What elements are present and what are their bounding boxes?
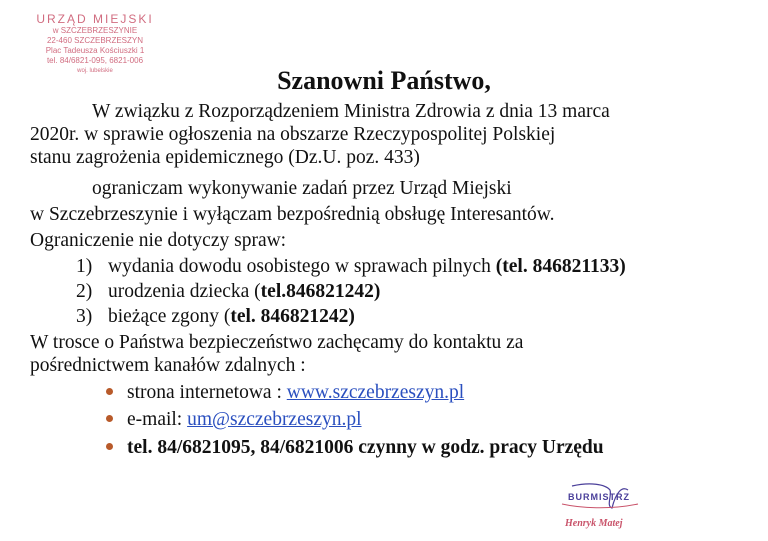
exception-item <box>76 255 626 278</box>
exception-tel: tel.846821242) <box>260 281 381 302</box>
exception-number: 1) <box>76 256 93 277</box>
stamp-line: 22-460 SZCZEBRZESZYN <box>46 36 144 45</box>
exception-tel: tel. 846821242) <box>230 306 355 327</box>
email-link[interactable]: um@szczebrzeszyn.pl <box>187 409 362 430</box>
exception-tel: (tel. 846821133) <box>495 256 626 277</box>
paragraph-line: stanu zagrożenia epidemicznego (Dz.U. poz. 433) <box>30 147 420 168</box>
paragraph-line: pośrednictwem kanałów zdalnych : <box>30 355 306 376</box>
bullet-icon <box>106 388 113 395</box>
contact-label: e-mail: <box>127 409 188 430</box>
exception-number: 3) <box>76 306 93 327</box>
exception-item <box>76 305 355 328</box>
contact-label: strona internetowa : <box>127 382 287 403</box>
exception-text: wydania dowodu osobistego w sprawach pilnych <box>108 256 496 277</box>
website-link[interactable]: www.szczebrzeszyn.pl <box>286 382 465 403</box>
contact-item <box>106 381 464 404</box>
stamp-line: tel. 84/6821-095, 6821-006 <box>46 56 144 65</box>
paragraph-line: w Szczebrzeszynie i wyłączam bezpośrednią obsługę Interesantów. <box>30 204 555 225</box>
stamp-line: woj. lubelskie <box>77 68 113 74</box>
contact-phone: tel. 84/6821095, 84/6821006 czynny w godz. pracy Urzędu <box>127 437 604 458</box>
exception-text: bieżące zgony ( <box>108 306 231 327</box>
bullet-icon <box>106 415 113 422</box>
paragraph-line: Ograniczenie nie dotyczy spraw: <box>30 230 287 251</box>
stamp-title: URZĄD MIEJSKI <box>36 12 154 26</box>
contact-item <box>106 436 604 459</box>
paragraph-line: ograniczam wykonywanie zadań przez Urząd Miejski <box>92 178 512 199</box>
stamp-line: w SZCZEBRZESZYNIE <box>52 26 138 35</box>
signature-name: Henryk Matej <box>565 518 623 529</box>
stamp-line: Plac Tadeusza Kościuszki 1 <box>45 46 145 55</box>
exception-number: 2) <box>76 281 93 302</box>
exception-text: urodzenia dziecka ( <box>108 281 261 302</box>
letter-title: Szanowni Państwo, <box>277 66 491 95</box>
paragraph-line: W trosce o Państwa bezpieczeństwo zachęcamy do kontaktu za <box>30 332 524 353</box>
contact-item <box>106 408 362 431</box>
exception-item <box>76 280 380 303</box>
seal-text: BURMISTRZ <box>568 492 630 502</box>
paragraph-line: W związku z Rozporządzeniem Ministra Zdrowia z dnia 13 marca <box>92 101 610 122</box>
paragraph-line: 2020r. w sprawie ogłoszenia na obszarze Rzeczypospolitej Polskiej <box>30 124 556 145</box>
bullet-icon <box>106 443 113 450</box>
